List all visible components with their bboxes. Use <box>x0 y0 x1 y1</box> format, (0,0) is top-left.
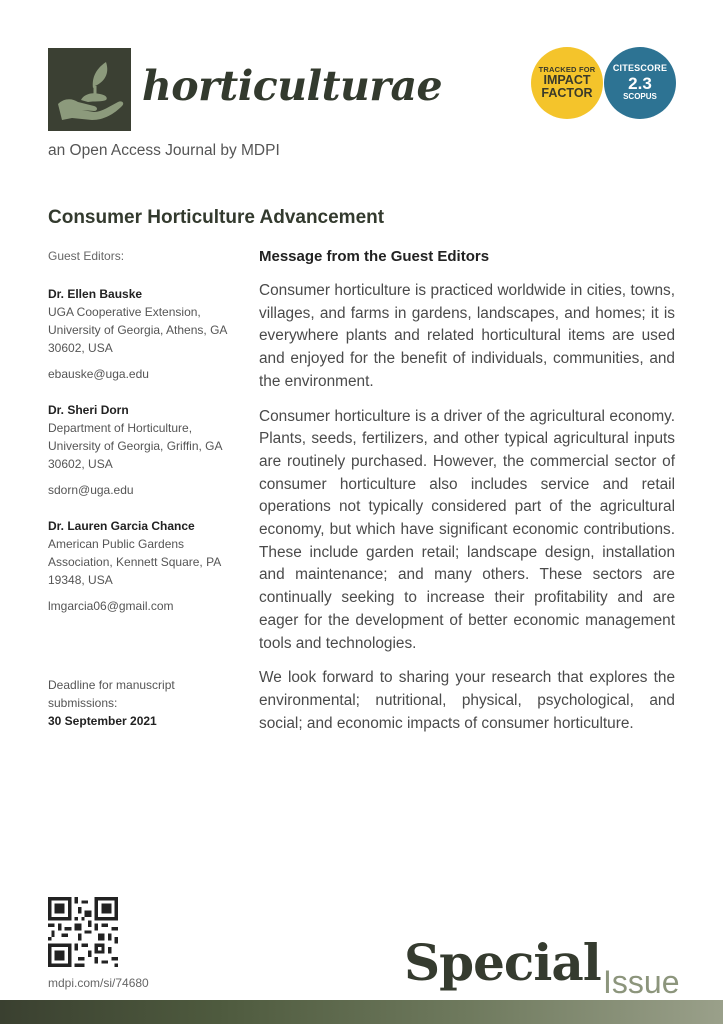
badge-line: FACTOR <box>541 85 593 100</box>
editor-email[interactable]: ebauske@uga.edu <box>48 367 149 381</box>
editor-card <box>48 401 238 499</box>
message-column <box>259 248 675 747</box>
journal-name: horticulturae <box>142 62 443 110</box>
badge-line: SCOPUS <box>623 92 657 102</box>
badge-line: IMPACT <box>543 72 591 87</box>
message-paragraph: We look forward to sharing your research that explores the environmental; nutritional, physical, psychological, and social; and economic impacts of consumer horticulture. <box>259 669 675 732</box>
editor-card <box>48 285 238 383</box>
badge-line: TRACKED FOR <box>538 64 596 74</box>
hand-holding-sprout-icon <box>48 48 131 131</box>
special-issue-title: Consumer Horticulture Advancement <box>48 207 385 228</box>
journal-logo <box>48 48 131 131</box>
issue-word: Issue <box>603 964 680 1000</box>
editor-affiliation: Department of Horticulture, University of Georgia, Griffin, GA 30602, USA <box>48 421 222 471</box>
editor-email[interactable]: lmgarcia06@gmail.com <box>48 599 174 613</box>
deadline-date: 30 September 2021 <box>48 714 157 728</box>
guest-editors-column <box>48 247 238 633</box>
special-issue-url[interactable]: mdpi.com/si/74680 <box>48 976 149 990</box>
footer-gradient-bar <box>0 1000 723 1024</box>
badge-line: CITESCORE <box>612 63 668 74</box>
editor-name: Dr. Lauren Garcia Chance <box>48 519 195 533</box>
deadline-block <box>48 676 238 730</box>
editor-affiliation: UGA Cooperative Extension, University of Georgia, Athens, GA 30602, USA <box>48 305 227 355</box>
message-heading: Message from the Guest Editors <box>259 248 490 265</box>
journal-subtitle: an Open Access Journal by MDPI <box>48 142 280 159</box>
message-paragraph: Consumer horticulture is practiced worldwide in cities, towns, villages, and farms in gardens, landscapes, and homes; it is everywhere plants and related horticultural items are used and enjoyed for the benefit of individuals, communities, and the environment. <box>259 282 675 390</box>
editor-name: Dr. Ellen Bauske <box>48 287 143 301</box>
qr-code-icon[interactable] <box>48 897 118 967</box>
editor-name: Dr. Sheri Dorn <box>48 403 129 417</box>
citescore-badge <box>604 47 676 119</box>
guest-editors-label: Guest Editors: <box>48 249 125 263</box>
message-paragraph: Consumer horticulture is a driver of the agricultural economy. Plants, seeds, fertilizers, and other typical agricultural inputs are routinely purchased. However, the commercial sector of consumer horticulture also includes service and retail operations not typically considered part of the agricultural economy, but which have significant economic contributions. These include garden retail; landscape design, installation and maintenance; and many others. These sectors are continually seeking to increase their profitability and are eager for the development of better economic management tools and technologies. <box>259 407 675 652</box>
impact-factor-badge <box>531 47 603 119</box>
editor-card <box>48 517 238 615</box>
citescore-value: 2.3 <box>628 73 652 93</box>
editor-email[interactable]: sdorn@uga.edu <box>48 483 134 497</box>
special-word: Special <box>404 933 601 992</box>
editor-affiliation: American Public Gardens Association, Kennett Square, PA 19348, USA <box>48 537 221 587</box>
deadline-label: Deadline for manuscript submissions: <box>48 678 175 710</box>
